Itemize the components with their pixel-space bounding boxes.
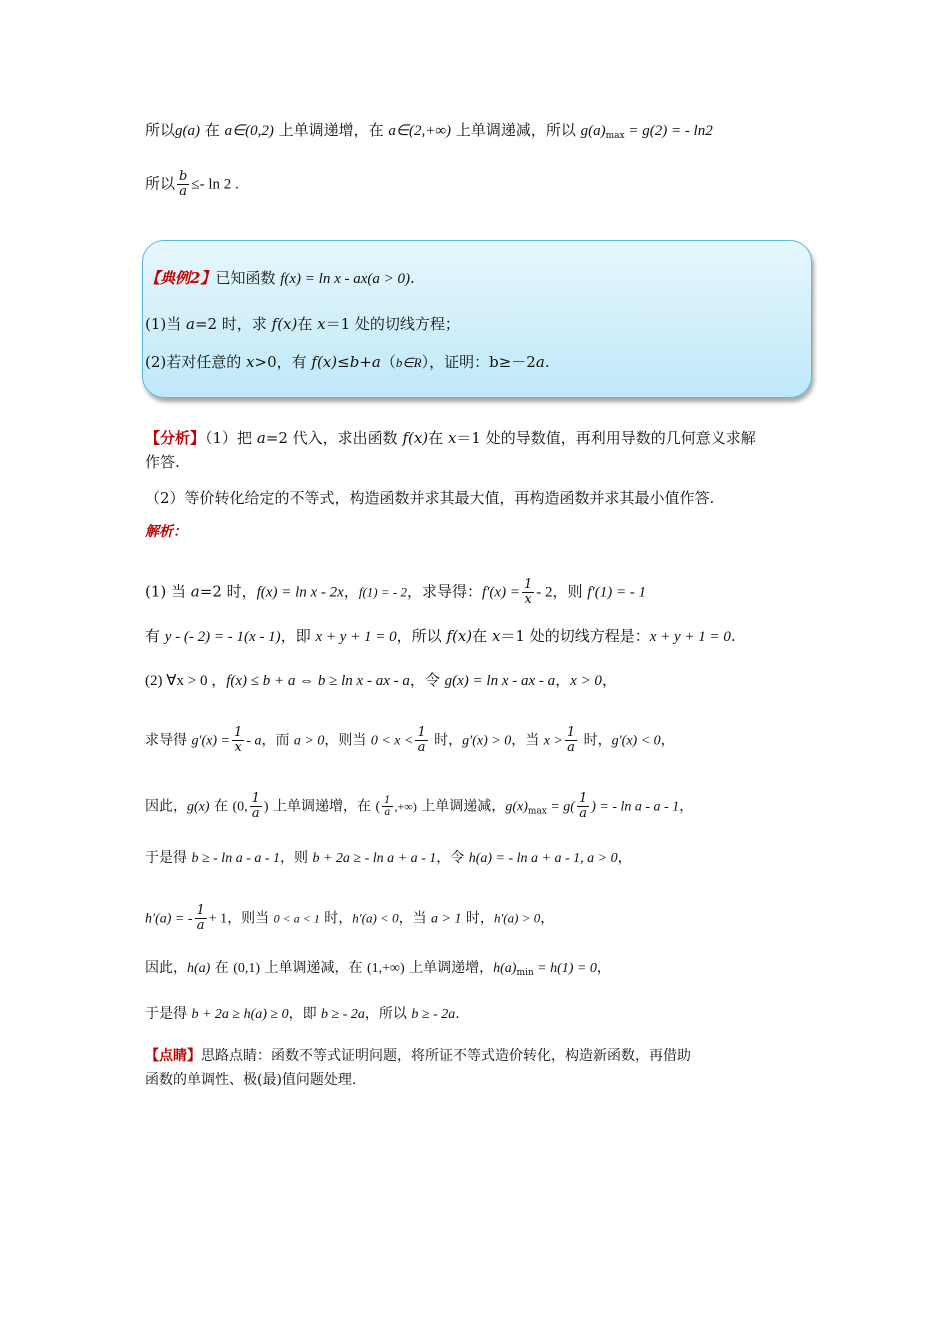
math: f(x) = ln x - ax(a > 0) [280, 271, 410, 287]
math: = h(1) = 0 [533, 961, 597, 976]
text: ≤ [337, 353, 350, 371]
text: （1）把 [205, 429, 257, 447]
math: ,+∞) [394, 799, 417, 814]
math: a [371, 353, 381, 371]
denominator: a [417, 740, 426, 755]
text: ，即 [280, 627, 316, 645]
text: ，则当 [227, 910, 274, 927]
text: (2)若对任意的 [145, 353, 247, 371]
text: 上单调递减，在 [260, 960, 367, 976]
denominator: x [234, 740, 242, 755]
text: 时， [579, 732, 612, 749]
math: b [489, 353, 499, 371]
text: 因此， [145, 960, 187, 976]
math: b + 2a ≥ - ln a + a - 1 [312, 851, 437, 866]
tag: 解析： [145, 524, 187, 540]
solution-line-8 [145, 958, 611, 983]
math: g(a) [580, 123, 606, 139]
fraction [250, 792, 262, 821]
math: = g( [546, 799, 575, 815]
math: h′(a) = - [145, 911, 193, 927]
text: 在 [210, 960, 234, 976]
text: 已知函数 [215, 269, 281, 287]
text: ， [660, 732, 675, 749]
math: f(x) ≤ b + a ⇔ b ≥ ln x - ax - a [226, 673, 410, 689]
math: f(1) = - 2 [358, 584, 407, 600]
text: + [359, 353, 372, 371]
solution-tag [145, 522, 187, 542]
math: x [447, 429, 457, 447]
math: (0, [232, 799, 248, 815]
math: b [349, 353, 360, 371]
text: ， [555, 671, 571, 689]
math: a > 0 [293, 733, 325, 749]
text: ，令 [409, 671, 445, 689]
analysis-tag: 【分析】 [145, 429, 206, 447]
math: a > 1 [431, 911, 462, 927]
math: h′(a) < 0 [352, 910, 399, 926]
text: . [544, 353, 550, 371]
math: x [246, 353, 255, 371]
math: f(x) [402, 429, 429, 447]
text: （ [380, 353, 396, 371]
text: ， [596, 960, 611, 976]
analysis-line-2 [145, 452, 180, 472]
text: 上单调递减，所以 [451, 121, 581, 139]
text: 思路点睛：函数不等式证明问题，将所证不等式造价转化，构造新函数，再借助 [201, 1048, 691, 1064]
example-q2 [145, 352, 550, 373]
subscript: min [516, 968, 534, 978]
top-line-1 [145, 120, 713, 146]
math: 0 < a < 1 [273, 911, 320, 926]
text: 于是得 [145, 1006, 192, 1022]
text: ，所以 [396, 627, 447, 645]
text: （2）等价转化给定的不等式，构造函数并求其最大值，再构造函数并求其最小值作答. [145, 489, 715, 507]
text: 上单调递增，在 [273, 121, 389, 139]
text: ，而 [261, 732, 294, 749]
numerator: 1 [566, 725, 576, 740]
math: h(a) = - ln a + a - 1, a > 0 [468, 851, 618, 866]
denominator: a [196, 918, 205, 933]
denominator: a [384, 807, 391, 818]
math: x + y + 1 = 0 [315, 629, 397, 645]
text: ），证明： [421, 353, 490, 371]
math: g(x) [505, 799, 528, 815]
denominator: x [524, 592, 532, 607]
text: 在 [200, 121, 225, 139]
top-line-2 [145, 170, 239, 199]
text: 因此， [145, 798, 187, 815]
math: a∈(2,+∞) [388, 123, 452, 139]
numerator: 1 [251, 791, 260, 806]
math: f′(x) = [481, 584, 520, 601]
math: - a [246, 733, 262, 749]
comment-tag: 【点睛】 [145, 1048, 201, 1064]
math: ( [375, 799, 381, 815]
fraction [522, 578, 534, 607]
numerator: 1 [234, 725, 243, 740]
math: y - (- 2) = - 1(x - 1) [164, 629, 281, 645]
text: (1) 当 [145, 582, 191, 601]
text: =2 时， [199, 582, 257, 601]
numerator: b [179, 169, 188, 184]
math: ) = - ln a - a - 1 [591, 799, 680, 815]
math: ) [263, 799, 269, 815]
text: 在 [428, 429, 448, 447]
fraction [177, 170, 189, 199]
math: b ≥ - 2a [321, 1007, 365, 1022]
math: h(a) [493, 961, 517, 976]
solution-line-1 [145, 578, 646, 607]
solution-line-7 [145, 904, 554, 933]
text: 在 [297, 315, 318, 333]
text: ，令 [436, 850, 469, 866]
text: ，当 [511, 732, 544, 749]
math: g(x) [187, 799, 210, 815]
subscript: max [605, 131, 625, 141]
text: 作答. [145, 453, 180, 471]
math: a [256, 429, 266, 447]
math: f(x) = ln x - 2x [256, 584, 344, 601]
text: ， [540, 910, 555, 927]
math: x [491, 627, 501, 645]
text: 求导得 [145, 732, 192, 749]
numerator: 1 [523, 577, 533, 592]
text: ，则 [280, 850, 313, 866]
text: 函数的单调性、极(最)值问题处理. [145, 1072, 357, 1088]
numerator: 1 [196, 903, 205, 918]
text: . [455, 1006, 460, 1022]
math: a [535, 353, 545, 371]
math: 0 < x < [370, 733, 414, 749]
text: ， [617, 850, 632, 866]
math: - 2 [536, 584, 553, 601]
text: >0，有 [254, 353, 312, 371]
math: f′(1) = - 1 [587, 584, 647, 601]
math: g′(x) = [191, 733, 231, 749]
solution-line-4 [145, 726, 675, 755]
math: h′(a) > 0 [493, 910, 541, 926]
text: 在 [472, 627, 492, 645]
math: a∈(0,2) [224, 123, 274, 139]
solution-line-9 [145, 1004, 460, 1025]
text: 上单调递减， [416, 798, 506, 815]
text: . [410, 269, 415, 287]
fraction [195, 904, 207, 933]
fraction [577, 792, 589, 821]
text: 于是得 [145, 850, 192, 866]
fraction [232, 726, 244, 755]
text: 上单调递增，在 [268, 798, 376, 815]
text: ，则当 [324, 732, 371, 749]
math: (1,+∞) [366, 961, 405, 976]
text: ≥－2 [498, 353, 536, 371]
example-q1 [145, 314, 460, 334]
fraction [415, 726, 427, 755]
math: x > 0 [570, 673, 602, 689]
text: 在 [209, 798, 233, 815]
text: 时， [429, 732, 463, 749]
text: 有 [145, 627, 165, 645]
solution-line-6 [145, 848, 632, 869]
math: f(x) [311, 353, 338, 371]
math: g′(x) < 0 [611, 733, 661, 749]
text: 所以 [145, 121, 176, 139]
fraction [565, 726, 577, 755]
text: (1)当 [145, 315, 187, 333]
math: f(x) [271, 315, 298, 333]
denominator: a [179, 184, 188, 199]
text: 时， [319, 910, 353, 927]
math: = g(2) = - ln2 [624, 123, 713, 139]
text: ， [679, 798, 694, 815]
text: 所以 [145, 174, 176, 193]
math: g(x) = ln x - ax - a [444, 673, 556, 689]
math: (2) ∀x > 0 ， [145, 673, 227, 689]
text: 上单调递增， [404, 960, 494, 976]
math: g(a) [175, 123, 201, 139]
comment-line-1 [145, 1046, 691, 1066]
text: ，当 [398, 910, 432, 927]
math: b∈R [395, 355, 422, 370]
math: b + 2a ≥ h(a) ≥ 0 [191, 1007, 289, 1022]
comment-line-2 [145, 1070, 356, 1090]
math: b ≥ - ln a - a - 1 [191, 851, 281, 866]
text: =2 时，求 [194, 315, 272, 333]
math: a [186, 315, 195, 333]
example-tag: 【典例2】 [145, 269, 216, 287]
math: g′(x) > 0 [462, 733, 512, 749]
text: ，则 [552, 582, 588, 601]
math: + 1 [208, 911, 228, 927]
text: =2 代入，求出函数 [265, 429, 403, 447]
example-stem [145, 268, 415, 289]
numerator: 1 [417, 725, 426, 740]
math: b ≥ - 2a [411, 1007, 456, 1022]
text: ， [343, 582, 359, 601]
solution-line-5 [145, 792, 693, 822]
text: 时， [461, 910, 494, 927]
numerator: 1 [384, 795, 391, 806]
text: ，所以 [364, 1006, 412, 1022]
math: x + y + 1 = 0 [649, 629, 731, 645]
math: ≤- ln 2 . [191, 176, 239, 193]
text: ， [601, 671, 617, 689]
text: . [730, 627, 736, 645]
text: ＝1 处的切线方程； [325, 315, 460, 333]
fraction [382, 795, 392, 818]
denominator: a [579, 806, 587, 821]
analysis-line-1 [145, 428, 756, 448]
math: f(x) [446, 627, 473, 645]
solution-line-2 [145, 626, 736, 647]
solution-line-3 [145, 670, 617, 691]
text: ＝1 处的导数值，再利用导数的几何意义求解 [456, 429, 756, 447]
numerator: 1 [578, 791, 588, 806]
denominator: a [567, 740, 575, 755]
math: h(a) [187, 961, 211, 976]
math: x [317, 315, 326, 333]
analysis-line-3 [145, 488, 714, 508]
math: x > [543, 733, 563, 749]
text: ，求导得： [406, 582, 482, 601]
text: ，即 [288, 1006, 322, 1022]
text: ＝1 处的切线方程是： [500, 627, 650, 645]
subscript: max [527, 806, 547, 817]
denominator: a [251, 806, 260, 821]
math: (0,1) [233, 961, 261, 976]
math: a [190, 582, 200, 601]
